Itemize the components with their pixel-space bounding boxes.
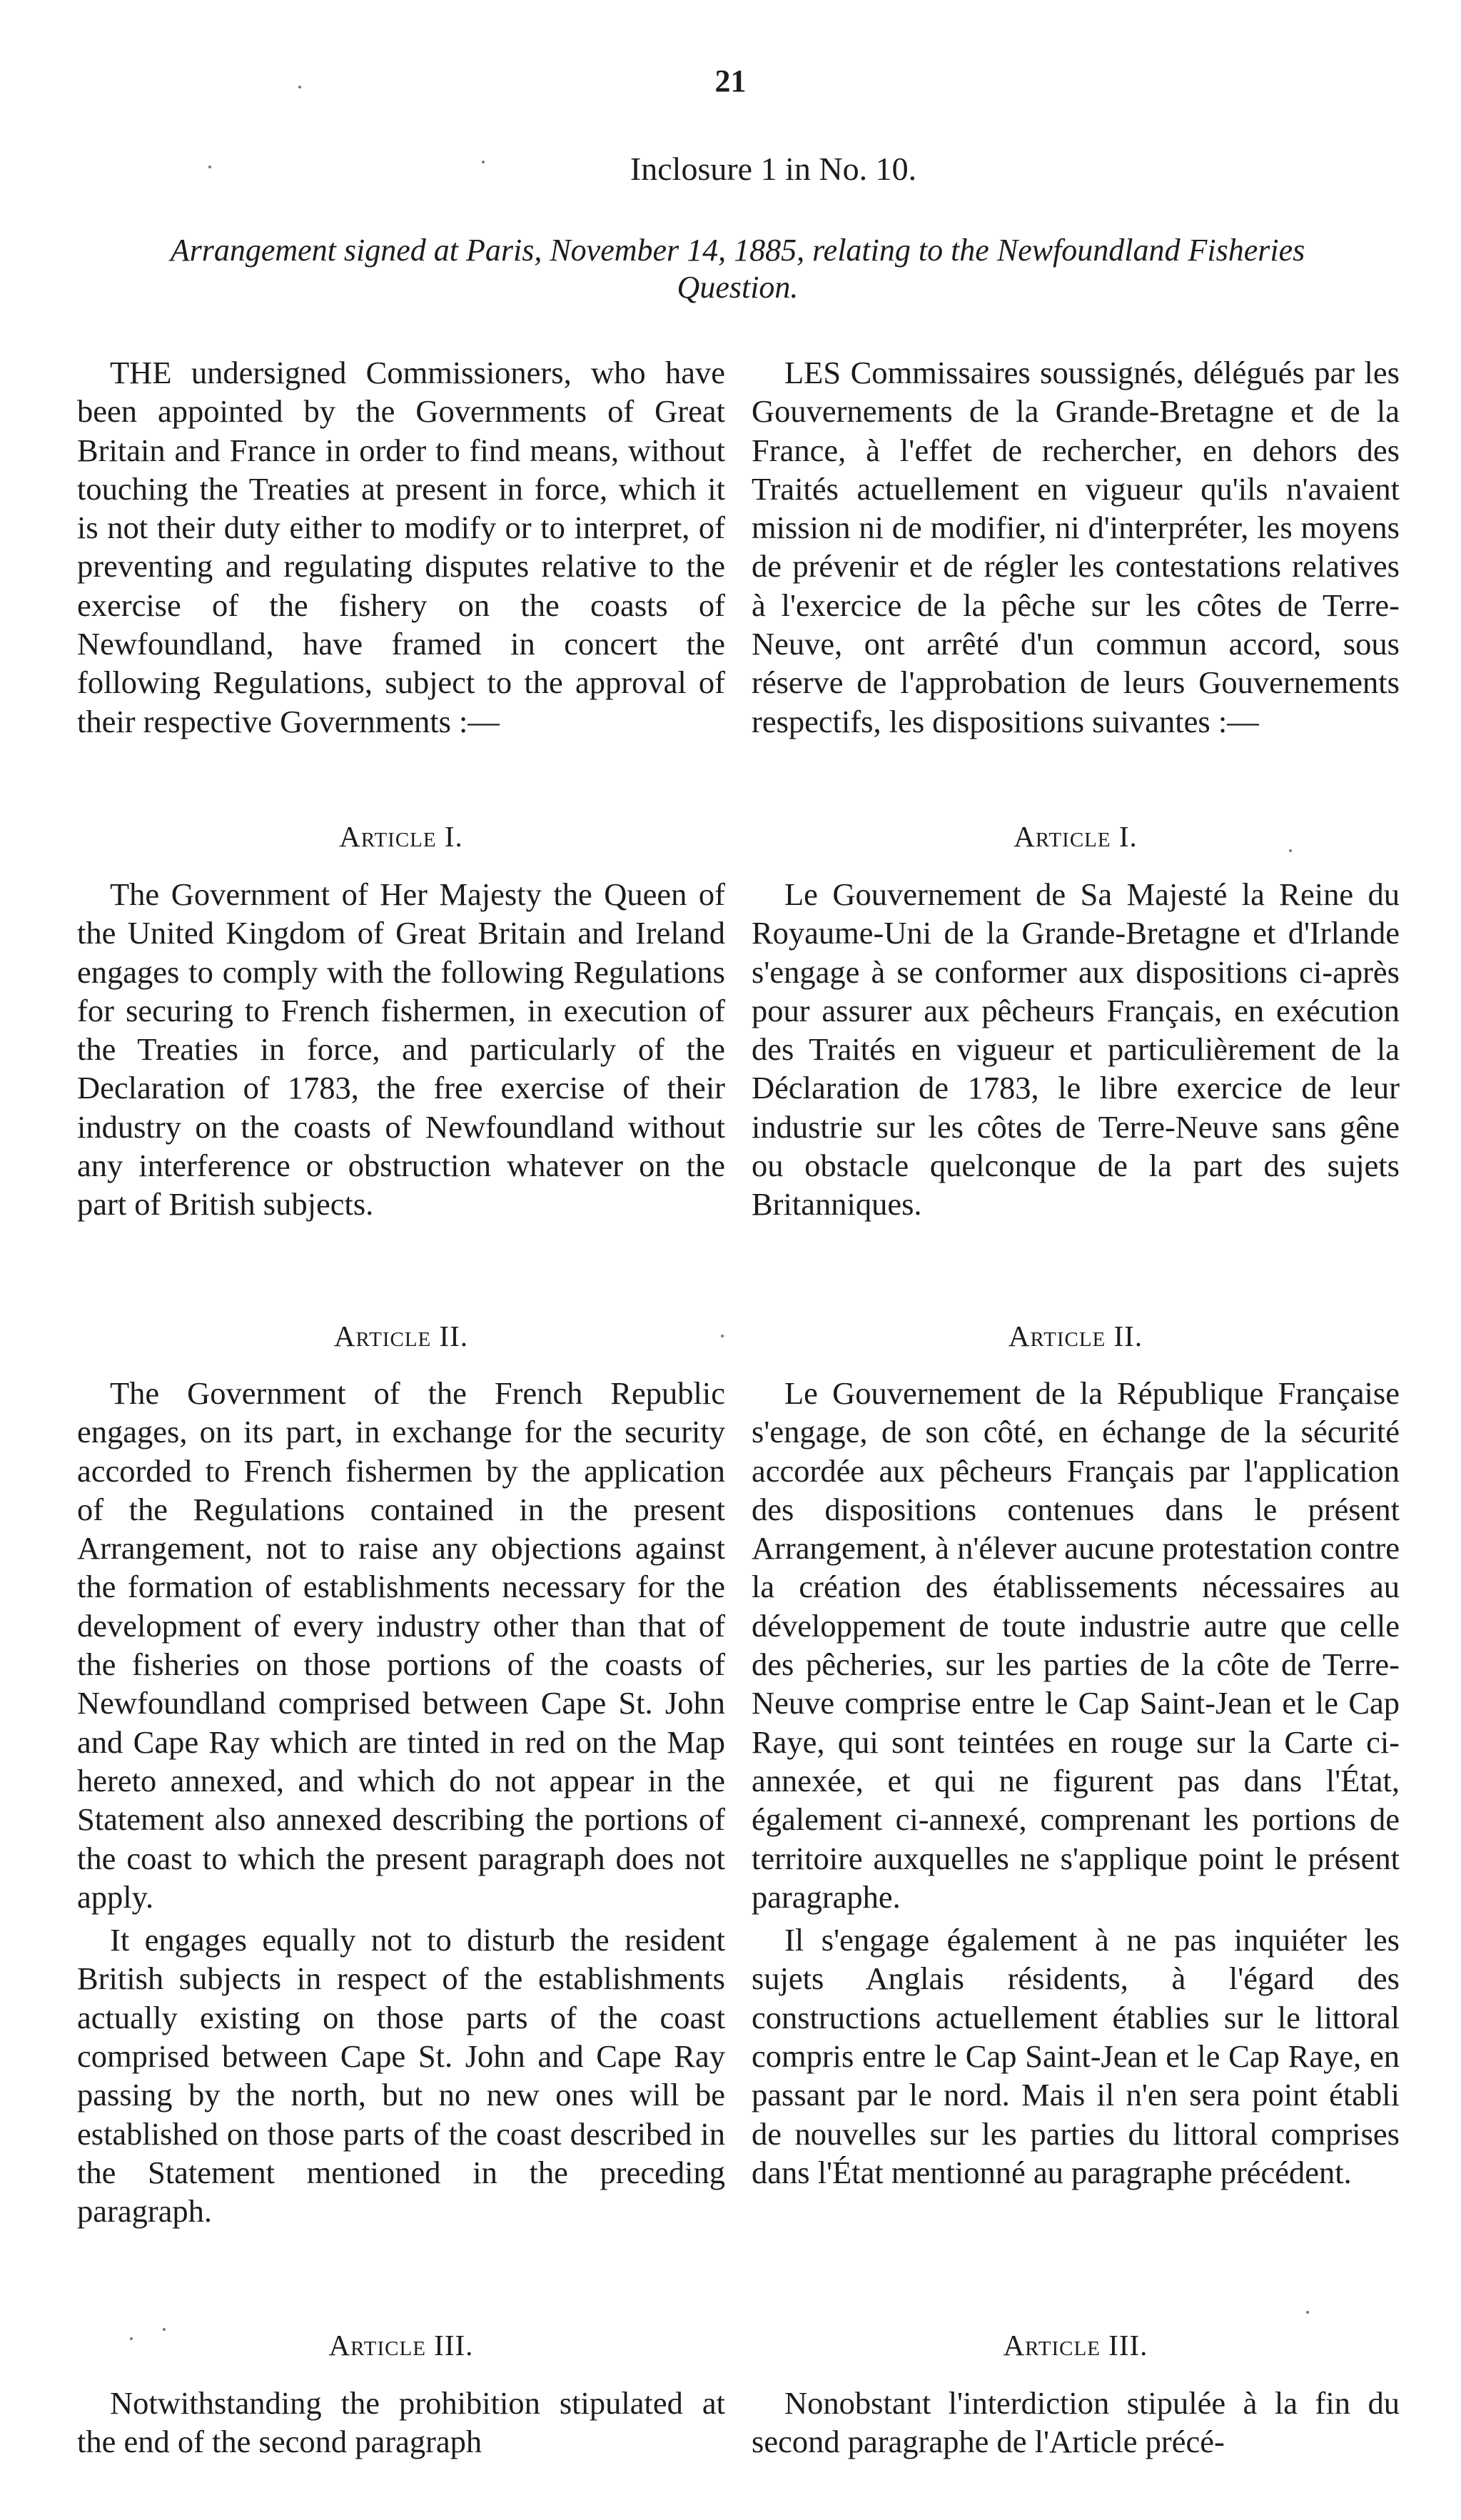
page-number: 21 bbox=[714, 64, 747, 98]
scan-speck bbox=[1289, 849, 1292, 852]
article-1-heading-french: Article I. bbox=[1013, 820, 1138, 853]
paragraph: The Government of the French Republic engages, on its part, in exchange for the security accorded to French fishermen by the application of the Regulations contained in the present Arrangement, not to raise any objections against the formation of establishments necessary for the development of every industry other than that of the fisheries on those portions of the coasts of Newfoundland comprised between Cape St. John and Cape Ray which are tinted in red on the Map hereto annexed, and which do not appear in the Statement also annexed describing the portions of the coast to which the present paragraph does not apply. bbox=[77, 1375, 725, 1915]
article-3-heading-english: Article III. bbox=[328, 2329, 474, 2362]
article-2-heading-french: Article II. bbox=[1008, 1320, 1143, 1352]
scan-speck bbox=[1306, 2311, 1309, 2314]
article-1-english bbox=[77, 875, 725, 1224]
article-1-heading-english: Article I. bbox=[339, 820, 463, 853]
document-title-line-2: Question. bbox=[677, 270, 799, 305]
paragraph: Notwithstanding the prohibition stipulated at the end of the second paragraph bbox=[77, 2385, 725, 2460]
paragraph: Le Gouvernement de Sa Majesté la Reine du Royaume-Uni de la Grande-Bretagne et d'Irlande s'engage à se conformer aux dispositions ci-après pour assurer aux pêcheurs Français, en exécution des Traités en vigueur et particulièrement de la Déclaration de 1783, le libre exercice de leur industrie sur les côtes de Terre-Neuve sans gêne ou obstacle quelconque de la part des sujets Britanniques. bbox=[752, 876, 1400, 1223]
preamble-english bbox=[77, 353, 725, 741]
article-3-english bbox=[77, 2384, 725, 2461]
article-1-french bbox=[752, 875, 1400, 1224]
scan-speck bbox=[482, 161, 485, 163]
paragraph: LES Commissaires soussignés, délégués par les Gouvernements de la Grande-Bretagne et de la France, à l'effet de rechercher, en dehors des Traités actuellement en vigueur qu'ils n'avaient mission ni de modifier, ni d'interpréter, les moyens de prévenir et de régler les contestations relatives à l'exercice de la pêche sur les côtes de Terre-Neuve, ont arrêté d'un commun accord, sous réserve de l'approbation de leurs Gouvernements respectifs, les dispositions suivantes :— bbox=[752, 355, 1400, 739]
article-3-french bbox=[752, 2384, 1400, 2461]
scan-speck bbox=[298, 86, 301, 88]
scan-speck bbox=[163, 2328, 166, 2331]
paragraph: Nonobstant l'interdiction stipulée à la fin du second paragraphe de l'Article précé- bbox=[752, 2385, 1400, 2460]
paragraph: Il s'engage également à ne pas inquiéter les sujets Anglais résidents, à l'égard des constructions actuellement établies sur le littoral compris entre le Cap Saint-Jean et le Cap Raye, en passant par le nord. Mais il n'en sera point établi de nouvelles sur les parties du littoral comprises dans l'État mentionné au paragraphe précédent. bbox=[752, 1922, 1400, 2190]
article-2-heading-english: Article II. bbox=[333, 1320, 469, 1352]
scan-speck bbox=[130, 2337, 133, 2340]
paragraph: The Government of Her Majesty the Queen of the United Kingdom of Great Britain and Ireland engages to comply with the following Regulations for securing to French fishermen, in execution of the Treaties in force, and particularly of the Declaration of 1783, the free exercise of their industry on the coasts of Newfoundland without any interference or obstruction whatever on the part of British subjects. bbox=[77, 876, 725, 1223]
document-title bbox=[93, 232, 1382, 306]
paragraph: It engages equally not to disturb the resident British subjects in respect of the establishments actually existing on those parts of the coast comprised between Cape St. John and Cape Ray passing by the north, but no new ones will be established on those parts of the coast described in the Statement mentioned in the preceding paragraph. bbox=[77, 1922, 725, 2230]
document-title-line-1: Arrangement signed at Paris, November 14, 1885, relating to the Newfoundland Fisheries bbox=[170, 233, 1305, 268]
article-2-french bbox=[752, 1374, 1400, 2192]
paragraph: Le Gouvernement de la République Française s'engage, de son côté, en échange de la sécurité accordée aux pêcheurs Français par l'application des dispositions contenues dans le présent Arrangement, à n'élever aucune protestation contre la création des établissements nécessaires au développement de toute industrie autre que celle des pêcheries, sur les parties de la côte de Terre-Neuve comprise entre le Cap Saint-Jean et le Cap Raye, qui sont teintées en rouge sur la Carte ci-annexée, et qui ne figurent pas dans l'État, également ci-annexé, comprenant les portions de territoire auxquelles ne s'applique point le présent paragraphe. bbox=[752, 1375, 1400, 1915]
paragraph: THE undersigned Commissioners, who have been appointed by the Governments of Great Britain and France in order to find means, without touching the Treaties at present in force, which it is not their duty either to modify or to interpret, of preventing and regulating disputes relative to the exercise of the fishery on the coasts of Newfoundland, have framed in concert the following Regulations, subject to the approval of their respective Governments :— bbox=[77, 355, 725, 739]
inclosure-heading: Inclosure 1 in No. 10. bbox=[630, 151, 917, 187]
preamble-french bbox=[752, 353, 1400, 741]
scan-speck bbox=[721, 1335, 724, 1337]
scan-speck bbox=[208, 166, 211, 168]
article-2-english bbox=[77, 1374, 725, 2231]
article-3-heading-french: Article III. bbox=[1003, 2329, 1148, 2362]
